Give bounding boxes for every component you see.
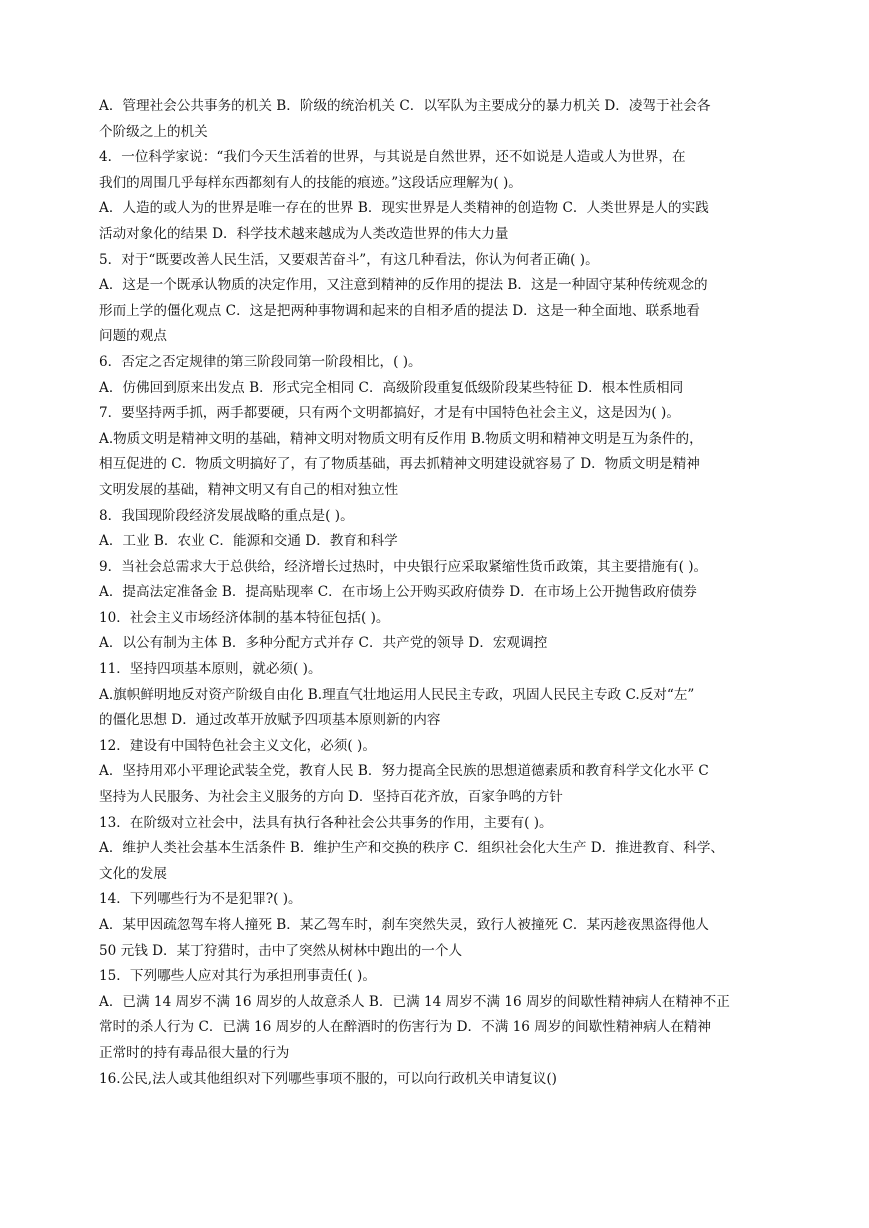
text-line: 50 元钱 D．某丁狩猎时，击中了突然从树林中跑出的一个人 <box>99 942 463 959</box>
text-line: 个阶级之上的机关 <box>99 123 208 140</box>
text-line: A．提高法定准备金 B．提高贴现率 C．在市场上公开购买政府债券 D．在市场上公开抛售政府债券 <box>99 584 697 601</box>
text-line: A．工业 B．农业 C．能源和交通 D．教育和科学 <box>99 533 398 550</box>
text-line: A．人造的或人为的世界是唯一存在的世界 B．现实世界是人类精神的创造物 C．人类世界是人的实践 <box>99 200 709 217</box>
text-line: 11．坚持四项基本原则，就必须( )。 <box>99 661 322 678</box>
text-line: A．仿佛回到原来出发点 B．形式完全相同 C．高级阶段重复低级阶段某些特征 D．根本性质相同 <box>99 379 684 396</box>
text-line: 14．下列哪些行为不是犯罪?( )。 <box>99 891 302 908</box>
text-line: 12．建设有中国特色社会主义文化，必须( )。 <box>99 737 376 754</box>
text-line: A．以公有制为主体 B．多种分配方式并存 C．共产党的领导 D．宏观调控 <box>99 635 548 652</box>
text-line: 8．我国现阶段经济发展战略的重点是( )。 <box>99 507 354 524</box>
text-line: 文化的发展 <box>99 865 167 882</box>
text-line: A．某甲因疏忽驾车将人撞死 B．某乙驾车时，刹车突然失灵，致行人被撞死 C．某丙趁夜黑盗得他人 <box>99 917 709 933</box>
text-line: 15．下列哪些人应对其行为承担刑事责任( )。 <box>99 968 376 985</box>
text-line: A．这是一个既承认物质的决定作用，又注意到精神的反作用的提法 B．这是一种固守某种传统观念的 <box>99 277 708 294</box>
text-line: 9．当社会总需求大于总供给，经济增长过热时，中央银行应采取紧缩性货币政策，其主要措施有( )。 <box>99 558 708 575</box>
text-line: 文明发展的基础，精神文明又有自己的相对独立性 <box>99 481 399 498</box>
text-line: 相互促进的 C．物质文明搞好了，有了物质基础，再去抓精神文明建设就容易了 D．物质文明是精神 <box>99 456 700 473</box>
text-line: 的僵化思想 D．通过改革开放赋予四项基本原则新的内容 <box>99 712 441 729</box>
text-line: A．维护人类社会基本生活条件 B．维护生产和交换的秩序 C．组织社会化大生产 D．推进教育、科学、 <box>99 840 725 857</box>
document-body <box>99 94 783 1092</box>
text-line: A．管理社会公共事务的机关 B．阶级的统治机关 C．以军队为主要成分的暴力机关 D．凌驾于社会各 <box>99 98 711 114</box>
text-line: A.物质文明是精神文明的基础，精神文明对物质文明有反作用 B.物质文明和精神文明是互为条件的， <box>99 430 703 447</box>
text-line: 坚持为人民服务、为社会主义服务的方向 D．坚持百花齐放，百家争鸣的方针 <box>99 789 563 806</box>
text-line: 我们的周围几乎每样东西都刻有人的技能的痕迹。”这段话应理解为( )。 <box>99 174 522 191</box>
text-line: 形而上学的僵化观点 C．这是把两种事物调和起来的自相矛盾的提法 D．这是一种全面地、联系地看 <box>99 302 700 319</box>
text-line: A．坚持用邓小平理论武装全党，教育人民 B．努力提高全民族的思想道德素质和教育科学文化水平 C <box>99 763 709 780</box>
text-line: 正常时的持有毒品很大量的行为 <box>99 1044 290 1061</box>
text-line: 常时的杀人行为 C．已满 16 周岁的人在醉酒时的伤害行为 D．不满 16 周岁的间歇性精神病人在精神 <box>99 1019 711 1036</box>
text-line: 6．否定之否定规律的第三阶段同第一阶段相比，( )。 <box>99 353 422 370</box>
text-line: 13．在阶级对立社会中，法具有执行各种社会公共事务的作用，主要有( )。 <box>99 814 553 831</box>
text-line: 活动对象化的结果 D．科学技术越来越成为人类改造世界的伟大力量 <box>99 225 509 242</box>
text-line: 5．对于“既要改善人民生活，又要艰苦奋斗”，有这几种看法，你认为何者正确( )。 <box>99 251 599 268</box>
text-line: 16.公民,法人或其他组织对下列哪些事项不服的，可以向行政机关申请复议() <box>99 1070 557 1087</box>
text-line: A.旗帜鲜明地反对资产阶级自由化 B.理直气壮地运用人民民主专政，巩固人民民主专政 C.反对“左” <box>99 686 695 703</box>
text-line: 问题的观点 <box>99 328 167 345</box>
text-line: 10．社会主义市场经济体制的基本特征包括( )。 <box>99 609 390 626</box>
text-line: 4．一位科学家说：“我们今天生活着的世界，与其说是自然世界，还不如说是人造或人为世界，在 <box>99 149 686 166</box>
text-line: A．已满 14 周岁不满 16 周岁的人故意杀人 B．已满 14 周岁不满 16 周岁的间歇性精神病人在精神不正 <box>99 993 730 1010</box>
text-line: 7．要坚持两手抓，两手都要硬，只有两个文明都搞好，才是有中国特色社会主义，这是因为( )。 <box>99 405 680 422</box>
